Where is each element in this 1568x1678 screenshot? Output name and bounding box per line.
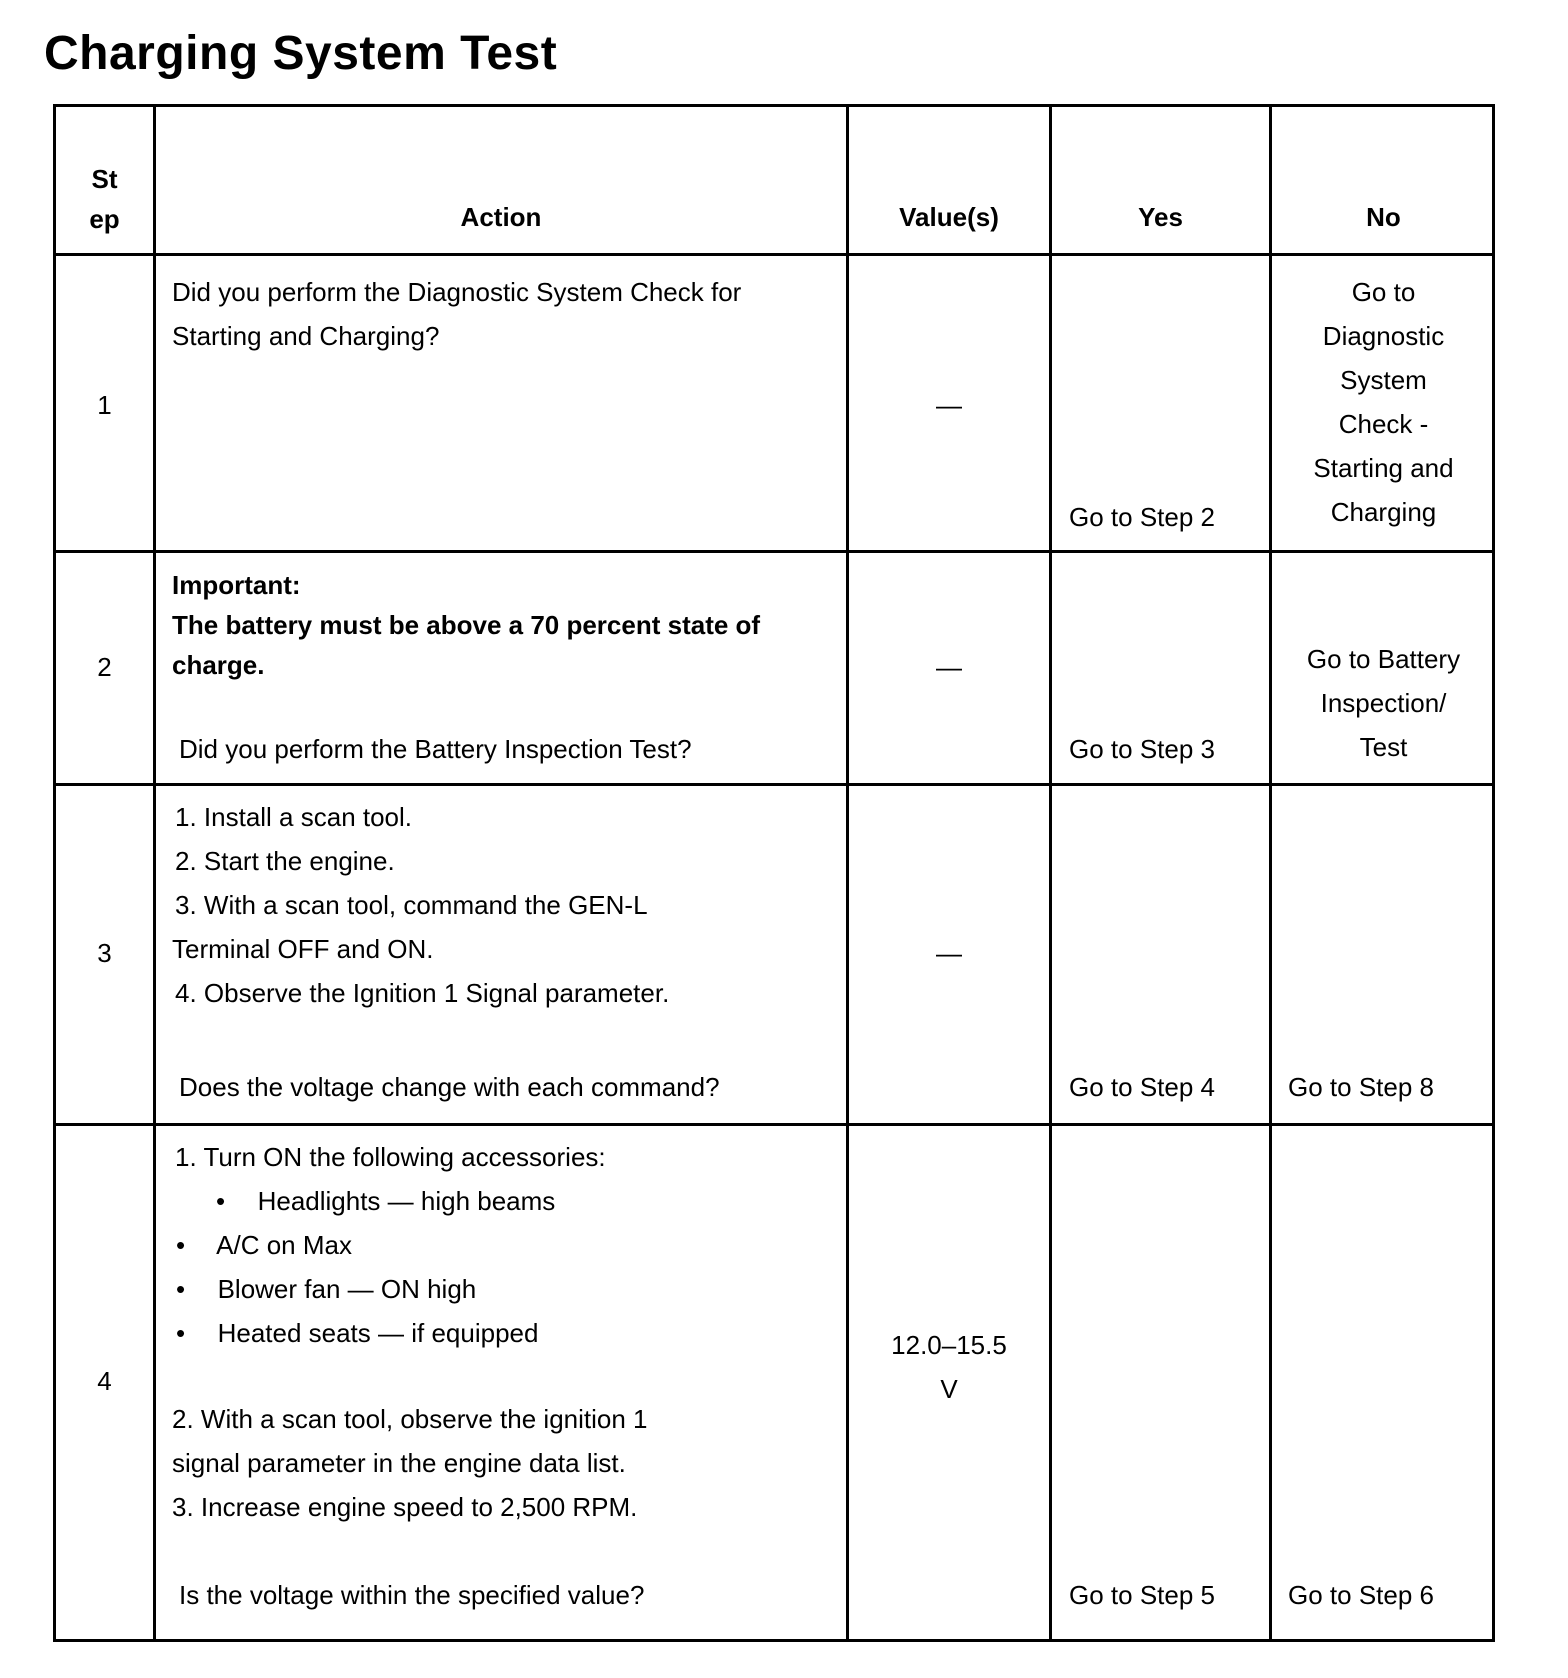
step-number: 4 — [97, 1366, 112, 1396]
question-text: Did you perform the Battery Inspection Test? — [179, 734, 692, 764]
action-step-2: 2. With a scan tool, observe the ignition 1 signal parameter in the engine data list. — [172, 1404, 648, 1478]
page-title: Charging System Test — [44, 27, 558, 80]
step-number: 3 — [97, 938, 112, 968]
action-cell: Did you perform the Diagnostic System Check for Starting and Charging? — [172, 277, 742, 351]
bullet-icon: • — [176, 1318, 186, 1348]
column-divider — [1049, 107, 1052, 1639]
yes-cell: Go to Step 5 — [1069, 1580, 1215, 1610]
row-divider — [56, 550, 1492, 553]
column-divider — [153, 107, 156, 1639]
no-cell: Go to Step 8 — [1288, 1072, 1434, 1102]
action-step-1: 1. Turn ON the following accessories: — [175, 1142, 606, 1172]
header-yes: Yes — [1138, 202, 1183, 232]
bullet-item: • Blower fan — ON high — [176, 1274, 477, 1304]
yes-cell: Go to Step 3 — [1069, 734, 1215, 764]
header-no: No — [1366, 202, 1401, 232]
header-action: Action — [460, 202, 542, 232]
no-cell: Go to Battery Inspection/ Test — [1306, 644, 1461, 762]
value-cell: — — [936, 390, 962, 420]
yes-cell: Go to Step 2 — [1069, 502, 1215, 532]
bullet-item: • A/C on Max — [176, 1230, 352, 1260]
step-number: 2 — [97, 652, 112, 682]
row-divider — [56, 783, 1492, 786]
step-number: 1 — [97, 390, 112, 420]
value-cell: — — [936, 938, 962, 968]
no-cell: Go to Step 6 — [1288, 1580, 1434, 1610]
yes-cell: Go to Step 4 — [1069, 1072, 1215, 1102]
action-cell: 1. Install a scan tool. 2. Start the engine. 3. With a scan tool, command the GEN-L Terminal OFF and ON. 4. Observe the Ignition 1 Signal parameter. — [172, 802, 670, 1008]
bullet-item: • Headlights — high beams — [216, 1186, 556, 1216]
row-divider — [56, 253, 1492, 256]
important-note: Important: The battery must be above a 70 percent state of charge. — [172, 565, 760, 685]
value-cell: — — [936, 652, 962, 682]
header-values: Value(s) — [899, 202, 999, 232]
important-label: Important: — [172, 570, 301, 600]
value-cell: 12.0–15.5 V — [891, 1330, 1007, 1404]
row-divider — [56, 1123, 1492, 1126]
bullet-item: • Heated seats — if equipped — [176, 1318, 539, 1348]
test-table — [53, 104, 1495, 1642]
action-step-3: 3. Increase engine speed to 2,500 RPM. — [172, 1492, 638, 1522]
header-step: St ep — [89, 164, 120, 234]
question-text: Is the voltage within the specified value? — [179, 1580, 645, 1610]
bullet-icon: • — [216, 1186, 226, 1216]
no-cell: Go to Diagnostic System Check - Starting and Charging — [1313, 277, 1454, 527]
bullet-icon: • — [176, 1230, 186, 1260]
question-text: Does the voltage change with each command? — [179, 1072, 720, 1102]
bullet-icon: • — [176, 1274, 186, 1304]
